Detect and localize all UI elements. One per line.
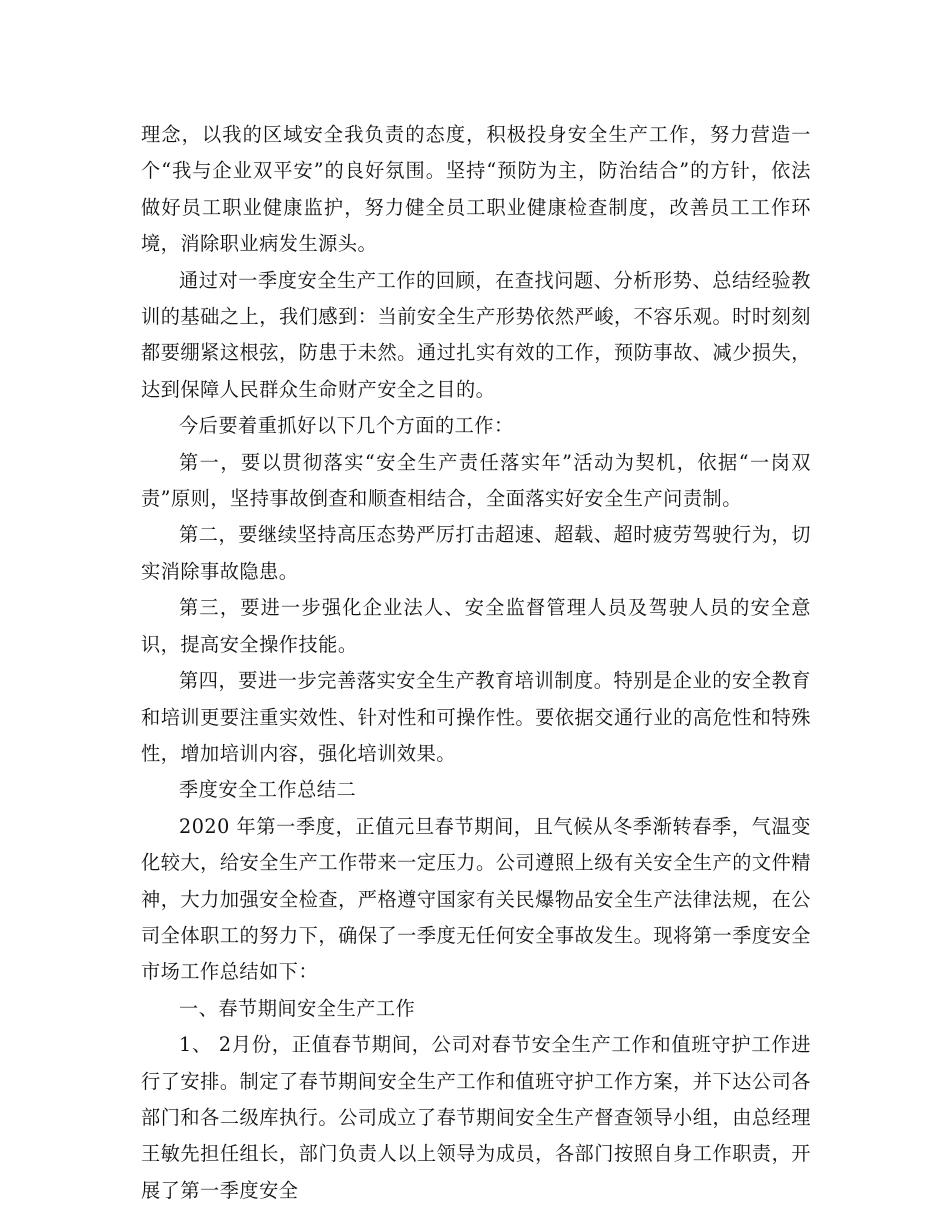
paragraph-11: 1、 2月份，正值春节期间，公司对春节安全生产工作和值班守护工作进行了安排。制定了春节期间安全生产工作和值班守护工作方案，并下达公司各部门和各二级库执行。公司成立了春节期间安全生产督查领导小组，由总经理王敏先担任组长，部门负责人以上领导为成员，各部门按照自身工作职责，开展了第一季度安全 — [141, 1033, 811, 1202]
paragraph-6: 第三，要进一步强化企业法人、安全监督管理人员及驾驶人员的安全意识，提高安全操作技能。 — [141, 596, 811, 656]
paragraph-7: 第四，要进一步完善落实安全生产教育培训制度。特别是企业的安全教育和培训更要注重实效性、针对性和可操作性。要依据交通行业的高危性和特殊性，增加培训内容，强化培训效果。 — [141, 669, 811, 765]
paragraph-2: 通过对一季度安全生产工作的回顾，在查找问题、分析形势、总结经验教训的基础之上，我们感到：当前安全生产形势依然严峻，不容乐观。时时刻刻都要绷紧这根弦，防患于未然。通过扎实有效的工作，预防事故、减少损失，达到保障人民群众生命财产安全之目的。 — [141, 268, 811, 401]
paragraph-4: 第一，要以贯彻落实“安全生产责任落实年”活动为契机，依据“一岗双责”原则，坚持事故倒查和顺查相结合，全面落实好安全生产问责制。 — [141, 450, 811, 511]
document-body — [141, 117, 811, 1209]
paragraph-3: 今后要着重抓好以下几个方面的工作： — [179, 414, 514, 438]
section-heading: 季度安全工作总结二 — [179, 778, 357, 802]
paragraph-9: 2020 年第一季度，正值元旦春节期间，且气候从冬季渐转春季，气温变化较大，给安全生产工作带来一定压力。公司遵照上级有关安全生产的文件精神，大力加强安全检查，严格遵守国家有关民爆物品安全生产法律法规，在公司全体职工的努力下，确保了一季度无任何安全事故发生。现将第一季度安全市场工作总结如下： — [141, 814, 811, 984]
subsection-heading: 一、春节期间安全生产工作 — [179, 996, 416, 1020]
paragraph-5: 第二，要继续坚持高压态势严厉打击超速、超载、超时疲劳驾驶行为，切实消除事故隐患。 — [141, 523, 811, 583]
paragraph-1: 理念，以我的区域安全我负责的态度，积极投身安全生产工作，努力营造一个“我与企业双平安”的良好氛围。坚持“预防为主，防治结合”的方针，依法做好员工职业健康监护，努力健全员工职业健康检查制度，改善员工工作环境，消除职业病发生源头。 — [141, 123, 811, 256]
